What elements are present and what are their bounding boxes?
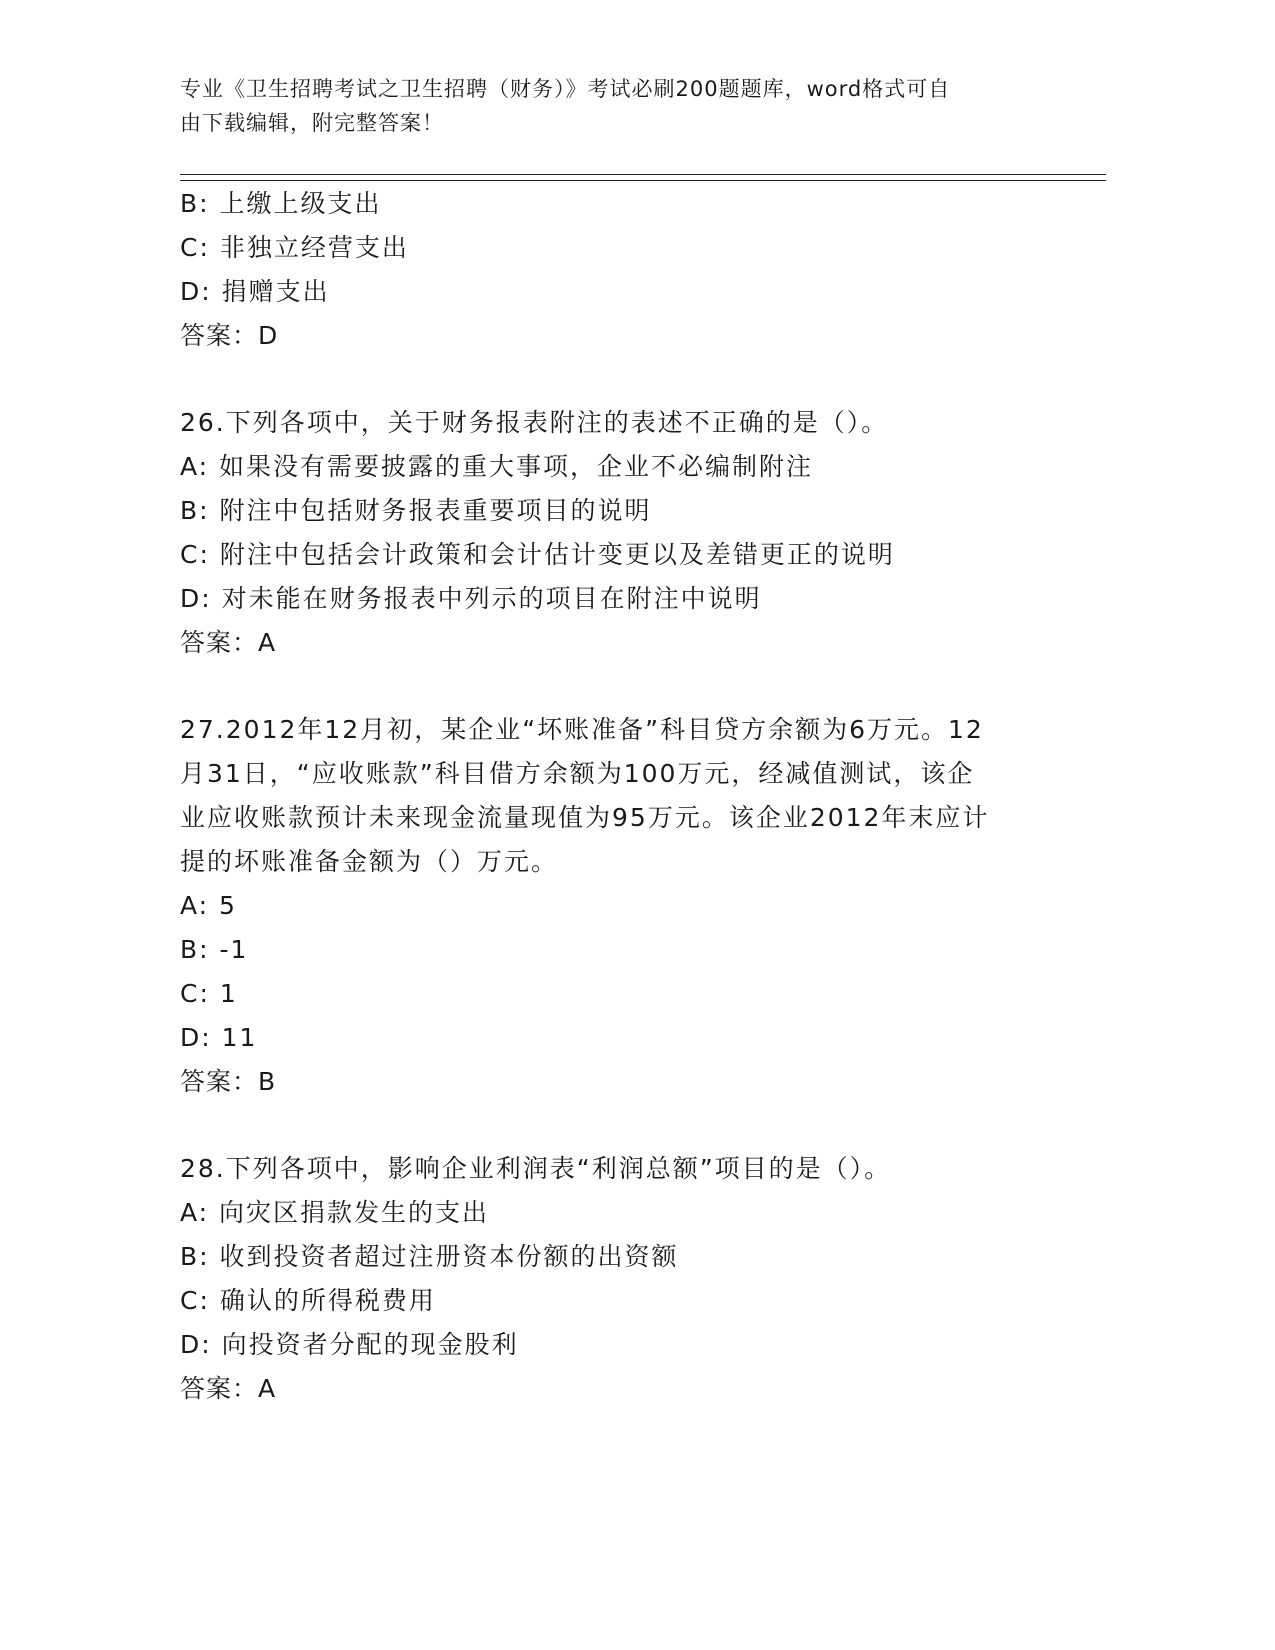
question-26	[180, 401, 1080, 665]
question-stem-line-1: 27.2012年12月初，某企业“坏账准备”科目贷方余额为6万元。12	[180, 715, 984, 744]
option-d: D: 捐赠支出	[180, 277, 330, 306]
answer-line: 答案：A	[180, 628, 277, 657]
question-stem-line-2: 月31日，“应收账款”科目借方余额为100万元，经减值测试，该企	[180, 759, 975, 788]
option-d: D: 向投资者分配的现金股利	[180, 1330, 519, 1359]
option-a: A: 向灾区捐款发生的支出	[180, 1198, 490, 1227]
question-stem-line-4: 提的坏账准备金额为（）万元。	[180, 847, 559, 876]
option-b: B: -1	[180, 935, 249, 964]
option-c: C: 1	[180, 979, 238, 1008]
header-line-1: 专业《卫生招聘考试之卫生招聘（财务）》考试必刷200题题库，word格式可自	[180, 77, 951, 101]
question-25-tail	[180, 182, 1080, 358]
header-divider-top	[180, 174, 1106, 175]
option-d: D: 11	[180, 1023, 258, 1052]
option-d: D: 对未能在财务报表中列示的项目在附注中说明	[180, 584, 762, 613]
answer-line: 答案：D	[180, 321, 279, 350]
option-c: C: 附注中包括会计政策和会计估计变更以及差错更正的说明	[180, 540, 895, 569]
question-stem: 28.下列各项中，影响企业利润表“利润总额”项目的是（）。	[180, 1154, 892, 1183]
question-stem-line-3: 业应收账款预计未来现金流量现值为95万元。该企业2012年末应计	[180, 803, 990, 832]
question-list	[180, 182, 1080, 1411]
option-a: A: 如果没有需要披露的重大事项，企业不必编制附注	[180, 452, 814, 481]
answer-line: 答案：A	[180, 1374, 277, 1403]
spacer	[180, 1104, 1080, 1147]
option-b: B: 上缴上级支出	[180, 189, 382, 218]
spacer	[180, 358, 1080, 401]
option-b: B: 收到投资者超过注册资本份额的出资额	[180, 1242, 679, 1271]
question-28	[180, 1147, 1080, 1411]
option-b: B: 附注中包括财务报表重要项目的说明	[180, 496, 652, 525]
header-line-2: 由下载编辑，附完整答案！	[180, 111, 444, 135]
option-c: C: 非独立经营支出	[180, 233, 409, 262]
header-divider-bottom	[180, 180, 1106, 181]
question-27	[180, 708, 1080, 1104]
document-header	[180, 72, 1060, 140]
spacer	[180, 665, 1080, 708]
option-c: C: 确认的所得税费用	[180, 1286, 436, 1315]
option-a: A: 5	[180, 891, 237, 920]
question-stem: 26.下列各项中，关于财务报表附注的表述不正确的是（）。	[180, 408, 889, 437]
answer-line: 答案：B	[180, 1067, 277, 1096]
